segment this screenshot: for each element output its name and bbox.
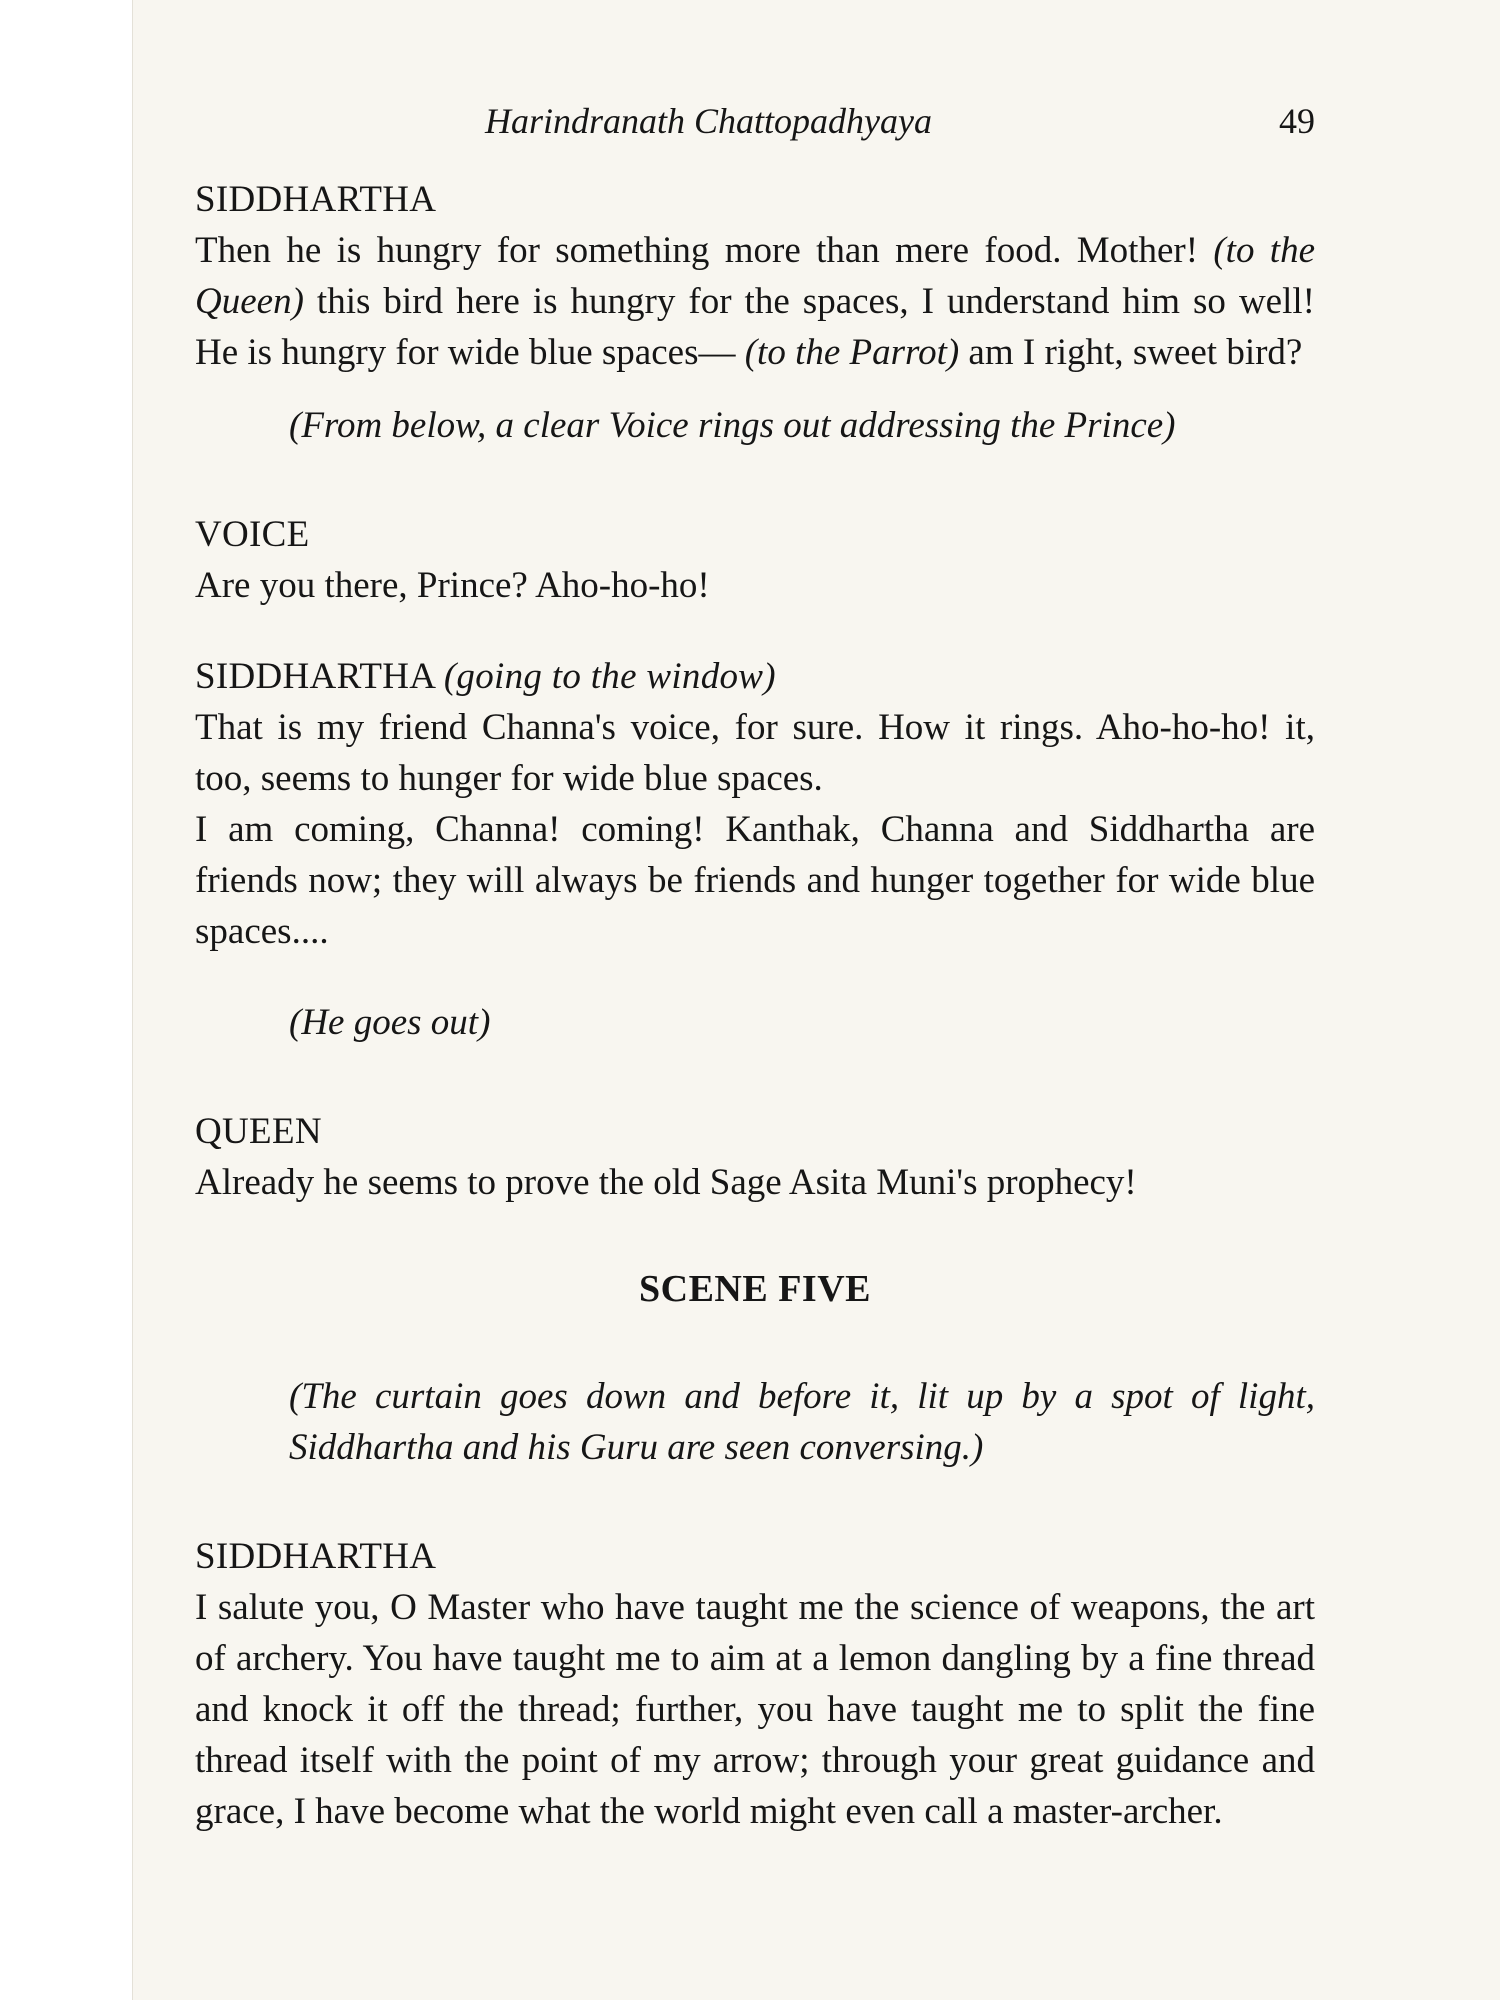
running-title: Harindranath Chattopadhyaya [485, 101, 932, 141]
inline-stage-direction: (going to the window) [443, 656, 776, 697]
dialogue-text [195, 702, 1315, 957]
dialogue-segment: this bird here is hungry for the spaces, I understand him so well! He is hungry for wide blue spaces— [195, 281, 1315, 373]
stage-direction: (From below, a clear Voice rings out addressing the Prince) [289, 405, 1176, 446]
page-content [195, 96, 1315, 1837]
dialogue-text: Already he seems to prove the old Sage Asita Muni's prophecy! [195, 1162, 1137, 1203]
dialogue-text [195, 225, 1315, 378]
dialogue-segment: Then he is hungry for something more than mere food. Mother! [195, 230, 1214, 271]
page-number: 49 [1279, 101, 1315, 141]
speaker-line [195, 651, 1315, 702]
running-head [195, 96, 1315, 156]
book-page [132, 0, 1500, 2000]
scene-heading: SCENE FIVE [639, 1268, 871, 1310]
speaker-name: QUEEN [195, 1111, 322, 1152]
dialogue-paragraph: I am coming, Channa! coming! Kanthak, Channa and Siddhartha are friends now; they will always be friends and hunger together for wide blue spaces.... [195, 809, 1315, 952]
inline-stage-direction: (to the Parrot) [744, 332, 960, 373]
speaker-name: VOICE [195, 514, 310, 555]
scan-margin [0, 0, 132, 2000]
stage-direction: (The curtain goes down and before it, lit up by a spot of light, Siddhartha and his Guru are seen conversing.) [289, 1376, 1315, 1468]
speaker-name: SIDDHARTHA [195, 1536, 437, 1577]
speaker-name: SIDDHARTHA [195, 656, 435, 697]
stage-direction: (He goes out) [289, 1002, 491, 1043]
dialogue-text: I salute you, O Master who have taught me the science of weapons, the art of archery. You have taught me to aim at a lemon dangling by a fine thread and knock it off the thread; further, you have taught me to split the fine thread itself with the point of my arrow; through your great guidance and grace, I have become what the world might even call a master-archer. [195, 1587, 1315, 1832]
speaker-name: SIDDHARTHA [195, 179, 437, 220]
dialogue-segment: am I right, sweet bird? [959, 332, 1303, 373]
dialogue-paragraph: That is my friend Channa's voice, for sure. How it rings. Aho-ho-ho! it, too, seems to hunger for wide blue spaces. [195, 707, 1315, 799]
inline-stage-direction: (to the Queen) [195, 230, 1315, 322]
dialogue-text: Are you there, Prince? Aho-ho-ho! [195, 565, 710, 606]
